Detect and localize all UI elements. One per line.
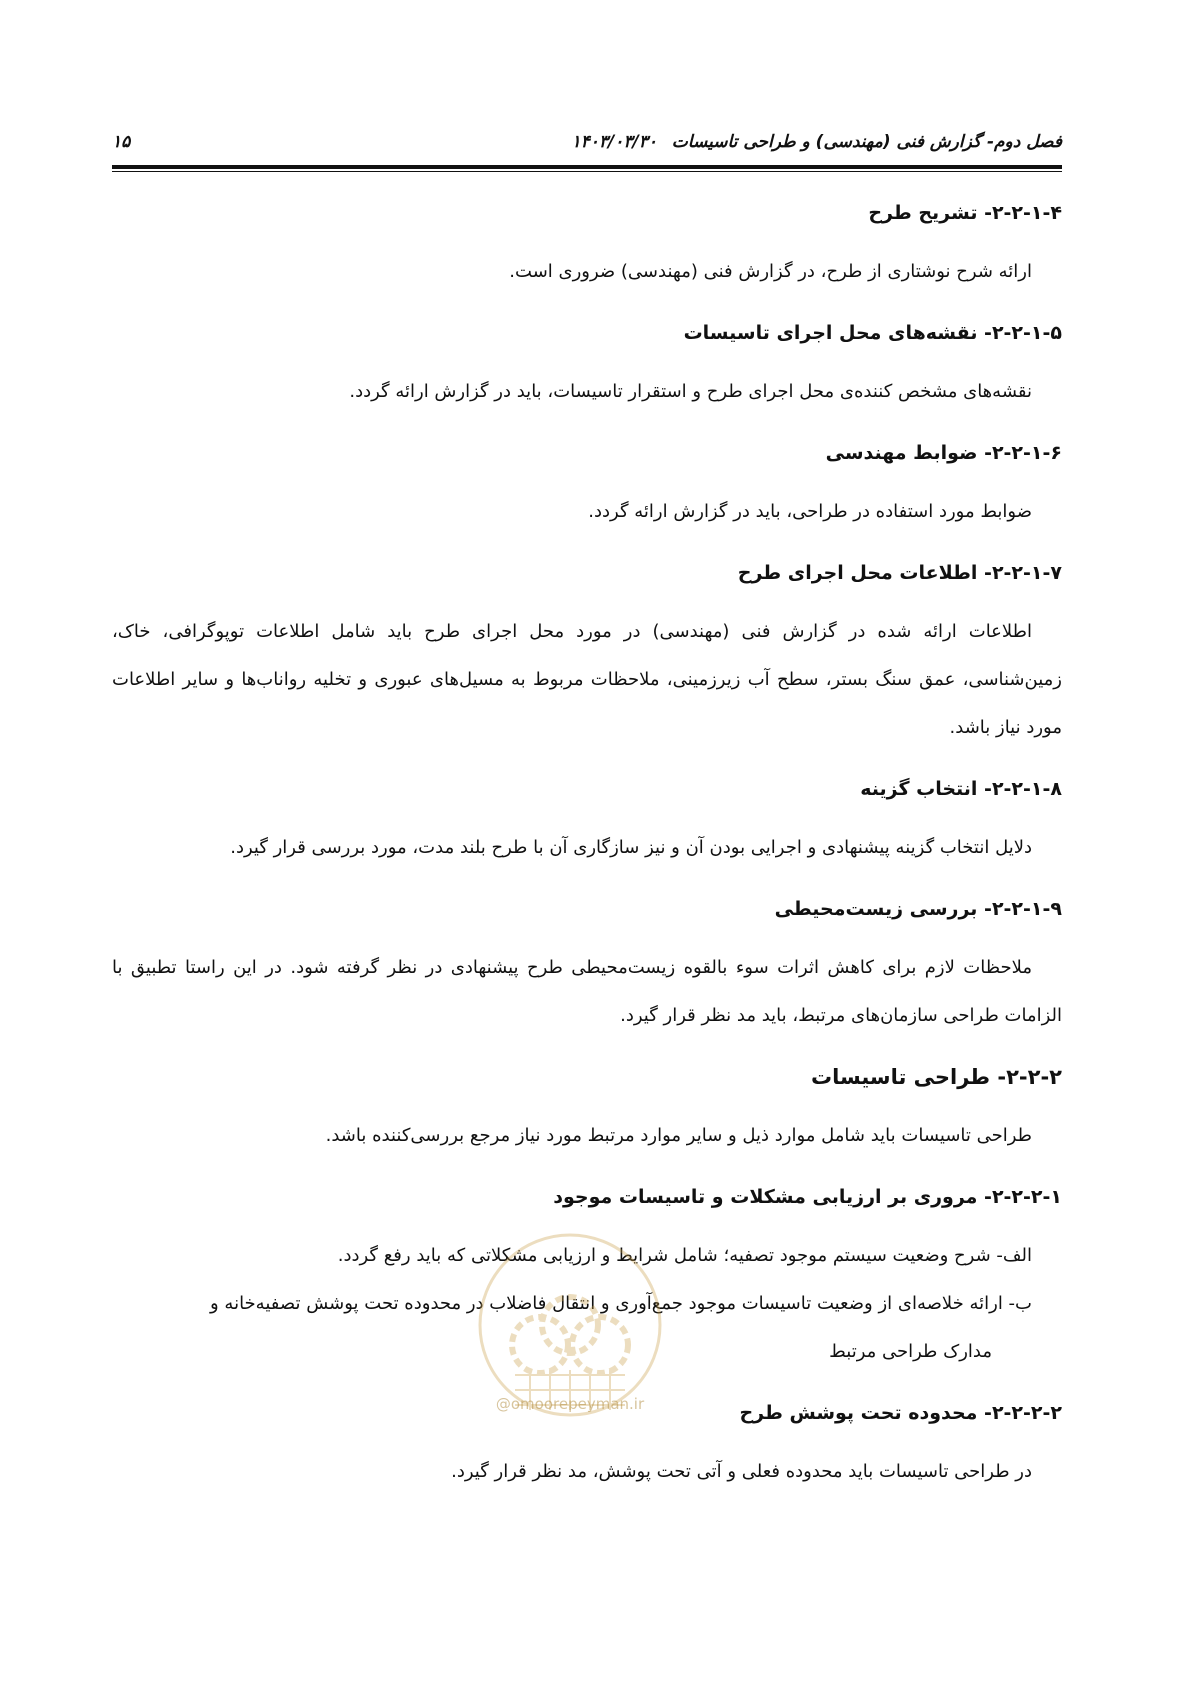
section-title-7: ۲-۲-۱-۷- اطلاعات محل اجرای طرح [737,562,1062,584]
list-item-be-text: ب- ارائه خلاصه‌ای از وضعیت تاسیسات موجود جمع‌آوری و انتقال فاضلاب در محدوده تحت پوشش تصفیه‌خانه و [210,1293,1032,1314]
section-title-coverage: ۲-۲-۲-۲- محدوده تحت پوشش طرح [739,1402,1062,1424]
section-body-5: نقشه‌های مشخص کننده‌ی محل اجرای طرح و استقرار تاسیسات، باید در گزارش ارائه گردد. [349,381,1032,402]
section-title-8: ۲-۲-۱-۸- انتخاب گزینه [860,778,1062,800]
header-rule-thick [112,165,1062,169]
section-body-design: طراحی تاسیسات باید شامل موارد ذیل و سایر موارد مرتبط مورد نیاز مرجع بررسی‌کننده باشد. [325,1125,1032,1146]
section-body-8: دلایل انتخاب گزینه پیشنهادی و اجرایی بودن آن و نیز سازگاری آن با طرح بلند مدت، مورد بررسی قرار گیرد. [230,837,1032,858]
section-title-9: ۲-۲-۱-۹- بررسی زیست‌محیطی [774,898,1062,920]
page-header [112,120,1062,160]
watermark-text: @omoorepeyman.ir [495,1395,645,1413]
section-title-4: ۲-۲-۱-۴- تشریح طرح [868,202,1062,224]
chapter-title: فصل دوم- گزارش فنی (مهندسی) و طراحی تاسیسات [671,132,1062,152]
list-item-be-continuation: مدارک طراحی مرتبط [829,1341,992,1362]
section-body-coverage: در طراحی تاسیسات باید محدوده فعلی و آتی تحت پوشش، مد نظر قرار گیرد. [451,1461,1032,1482]
section-title-6: ۲-۲-۱-۶- ضوابط مهندسی [825,442,1062,464]
page-number: ۱۵ [112,132,131,152]
header-rule-thin [112,171,1062,172]
section-body-9: ملاحظات لازم برای کاهش اثرات سوء بالقوه زیست‌محیطی طرح پیشنهادی در نظر گرفته شود. در این راستا تطبیق با الزامات طراحی سازمان‌های مرتبط، باید مد نظر قرار گیرد. [112,957,1062,1026]
section-title-review: ۲-۲-۲-۱- مروری بر ارزیابی مشکلات و تاسیسات موجود [553,1186,1062,1208]
section-body-7: اطلاعات ارائه شده در گزارش فنی (مهندسی) در مورد محل اجرای طرح باید شامل اطلاعات توپوگرافی، خاک، زمین‌شناسی، عمق سنگ بستر، سطح آب زیرزمینی، ملاحظات مربوط به مسیل‌های عبوری و تخلیه رواناب‌ها و سایر اطلاعات مورد نیاز باشد. [112,621,1062,738]
header-date: ۱۴۰۳/۰۳/۳۰ [571,132,657,152]
section-body-6: ضوابط مورد استفاده در طراحی، باید در گزارش ارائه گردد. [588,501,1032,522]
section-title-design: ۲-۲-۲- طراحی تاسیسات [810,1065,1062,1089]
list-item-alef: الف- شرح وضعیت سیستم موجود تصفیه؛ شامل شرایط و ارزیابی مشکلاتی که باید رفع گردد. [337,1245,1032,1266]
section-body-4: ارائه شرح نوشتاری از طرح، در گزارش فنی (مهندسی) ضروری است. [509,261,1032,282]
section-title-5: ۲-۲-۱-۵- نقشه‌های محل اجرای تاسیسات [683,322,1062,344]
